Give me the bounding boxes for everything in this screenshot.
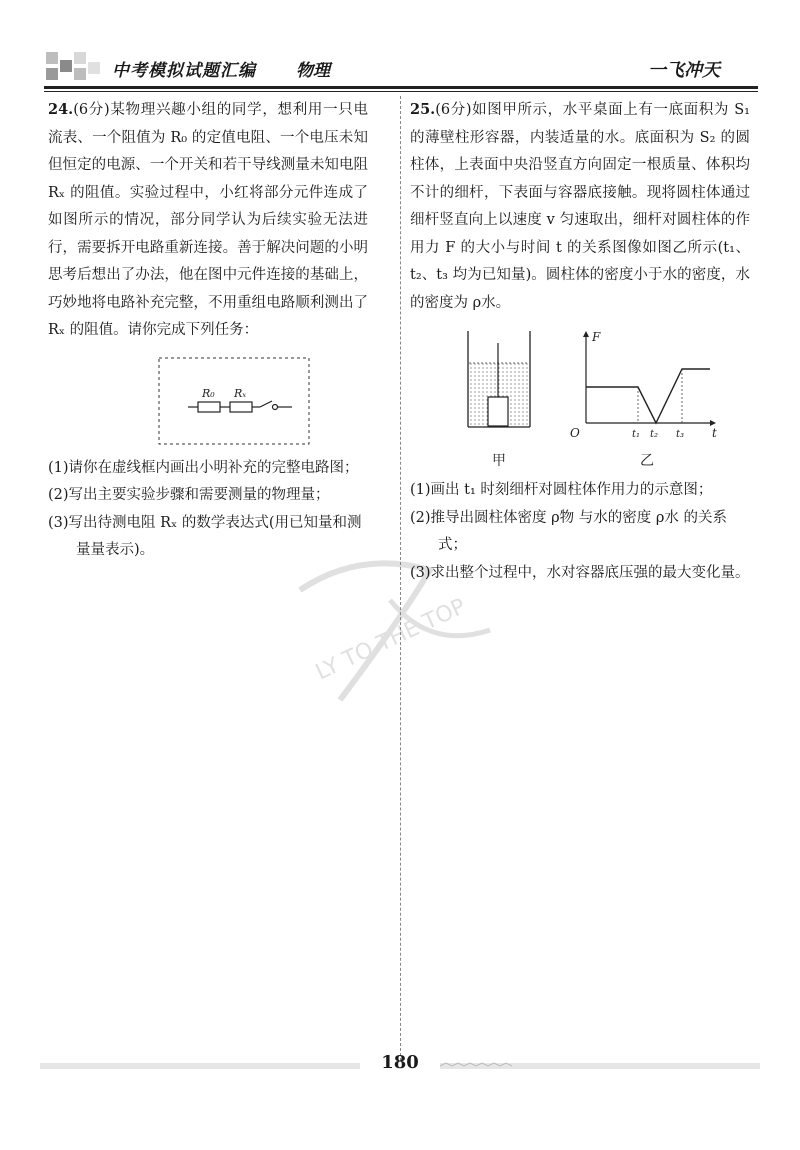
brand-logo: 一飞冲天 — [648, 60, 720, 81]
q25-stem — [410, 96, 750, 317]
resistor-rx — [230, 402, 252, 412]
tick-t2: t₂ — [650, 429, 659, 440]
header-decoration — [46, 52, 106, 82]
dashed-frame — [159, 358, 309, 444]
caption-jia: 甲 — [492, 453, 506, 469]
page-header — [0, 0, 800, 92]
subject-title: 物理 — [296, 61, 330, 81]
tick-t1: t₁ — [632, 429, 641, 440]
x-axis-label: t — [712, 426, 717, 440]
q25-sub3: (3)求出整个过程中，水对容器底压强的最大变化量。 — [410, 564, 750, 581]
svg-text:LY TO THE TOP: LY TO THE TOP — [311, 594, 470, 686]
book-title: 中考模拟试题汇编 — [112, 61, 256, 81]
resistor-r0 — [198, 402, 220, 412]
label-r0: R₀ — [202, 386, 215, 400]
label-rx: Rₓ — [234, 386, 247, 400]
q25-text: (6分)如图甲所示，水平桌面上有一底面积为 S₁ 的薄壁柱形容器，内装适量的水。底面积为 S₂ 的圆柱体，上表面中央沿竖直方向固定一根质量、体积均不计的细杆，下表面与容器底接触。现将圆柱体通过细杆竖直向上以速度 v 匀速取出，细杆对圆柱体的作用力 F 的大小与时间 t 的关系图像如图乙所示(t₁、t₂、t₃ 均为已知量)。圆柱体的密度小于水的密度，水的密度为 ρ水。 — [410, 102, 750, 311]
q25-sub2: (2)推导出圆柱体密度 ρ物 与水的密度 ρ水 的关系式； — [410, 509, 728, 553]
figure-yi-graph — [570, 330, 717, 440]
figure-jia-container — [468, 331, 530, 427]
f-t-curve — [586, 369, 710, 423]
q24-sub3: (3)写出待测电阻 Rₓ 的数学表达式(用已知量和测量量表示)。 — [48, 514, 362, 558]
origin-label: O — [570, 426, 580, 440]
page-number: 180 — [381, 1052, 419, 1073]
header-rule — [44, 86, 758, 89]
question-24 — [48, 96, 368, 565]
y-axis-label: F — [592, 330, 601, 344]
switch-contact — [273, 404, 278, 409]
q25-figures — [410, 323, 750, 475]
header-rule-thin — [44, 91, 758, 92]
cylinder — [488, 397, 508, 426]
q24-sub2: (2)写出主要实验步骤和需要测量的物理量； — [48, 487, 330, 503]
question-25 — [410, 96, 750, 587]
q24-circuit-figure — [158, 357, 310, 445]
caption-yi: 乙 — [640, 453, 654, 469]
switch-blade — [260, 401, 272, 407]
q24-number: 24. — [48, 101, 74, 118]
tick-t3: t₃ — [676, 429, 685, 440]
q24-sub1: (1)请你在虚线框内画出小明补充的完整电路图； — [48, 459, 359, 476]
q24-stem — [48, 96, 368, 345]
q25-number: 25. — [410, 101, 436, 118]
q24-text: (6分)某物理兴趣小组的同学，想利用一只电流表、一个阻值为 R₀ 的定值电阻、一个电压未知但恒定的电源、一个开关和若干导线测量未知电阻 Rₓ 的阻值。实验过程中，小红将部分元件连成了如图所示的情况，部分同学认为后续实验无法进行，需要拆开电路重新连接。善于解决问题的小明思考后想出了办法，他在图中元件连接的基础上，巧妙地将电路补充完整，不用重组电路顺利测出了 Rₓ 的阻值。请你完成下列任务： — [48, 102, 368, 338]
q25-sub1: (1)画出 t₁ 时刻细杆对圆柱体作用力的示意图； — [410, 482, 713, 498]
